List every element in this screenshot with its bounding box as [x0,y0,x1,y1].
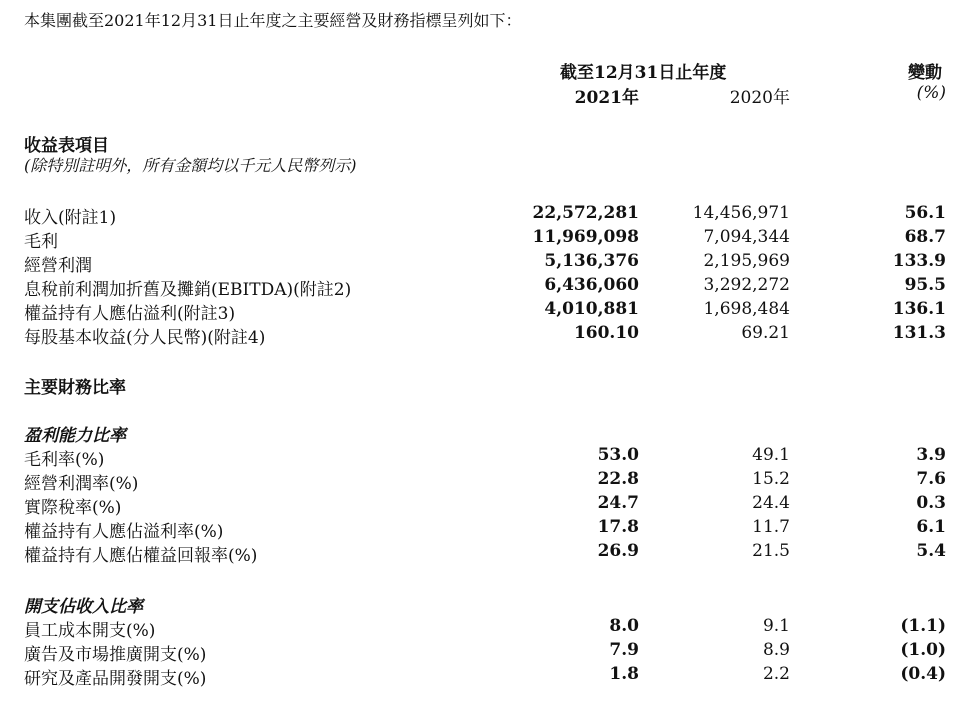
row-label: 實際稅率(%) [24,498,122,518]
table-row [0,251,974,275]
table-row [0,445,974,469]
section-profitability-title: 盈利能力比率 [24,426,126,446]
header-change: 變動 [908,63,942,83]
value-2021: 24.7 [597,493,639,513]
value-change: (0.4) [900,664,946,684]
value-2020: 15.2 [752,469,790,489]
header-year-2021: 2021年 [574,88,639,108]
table-row [0,227,974,251]
value-2021: 4,010,881 [544,299,639,319]
table-row [0,299,974,323]
value-change: 5.4 [916,541,946,561]
value-2021: 11,969,098 [532,227,639,247]
value-2020: 2,195,969 [703,251,790,271]
value-2021: 17.8 [597,517,639,537]
section-ratios-title: 主要財務比率 [24,378,126,398]
row-label: 員工成本開支(%) [24,621,156,641]
value-2021: 22,572,281 [532,203,639,223]
value-2020: 21.5 [752,541,790,561]
value-change: 3.9 [916,445,946,465]
value-2020: 1,698,484 [703,299,790,319]
value-2020: 11.7 [752,517,790,537]
row-label: 毛利 [24,232,58,252]
value-change: 6.1 [916,517,946,537]
row-label: 經營利潤率(%) [24,474,139,494]
value-change: (1.1) [900,616,946,636]
table-row [0,203,974,227]
table-row [0,616,974,640]
value-2021: 5,136,376 [544,251,639,271]
value-change: 131.3 [892,323,946,343]
value-2021: 26.9 [597,541,639,561]
table-row [0,275,974,299]
row-label: 研究及產品開發開支(%) [24,669,207,689]
section-expense-title: 開支佔收入比率 [24,597,143,617]
value-2020: 3,292,272 [703,275,790,295]
row-label: 權益持有人應佔溢利率(%) [24,522,224,542]
value-2021: 22.8 [597,469,639,489]
value-change: (1.0) [900,640,946,660]
row-label: 權益持有人應佔溢利(附註3) [24,304,236,324]
table-row [0,541,974,565]
value-2020: 8.9 [762,640,790,660]
row-label: 每股基本收益(分人民幣)(附註4) [24,328,266,348]
value-2021: 1.8 [609,664,639,684]
value-2020: 49.1 [752,445,790,465]
table-row [0,323,974,347]
value-2020: 9.1 [762,616,790,636]
header-year-2020: 2020年 [729,88,790,108]
value-change: 56.1 [904,203,946,223]
row-label: 毛利率(%) [24,450,105,470]
value-2021: 53.0 [597,445,639,465]
value-change: 133.9 [892,251,946,271]
table-row [0,517,974,541]
section-income-title: 收益表項目 [24,136,109,156]
value-2020: 7,094,344 [703,227,790,247]
header-percent: (%) [916,83,946,103]
value-change: 7.6 [916,469,946,489]
row-label: 經營利潤 [24,256,92,276]
value-2021: 160.10 [573,323,639,343]
table-row [0,493,974,517]
table-row [0,469,974,493]
table-row [0,640,974,664]
value-2021: 8.0 [609,616,639,636]
value-2020: 14,456,971 [692,203,790,223]
row-label: 收入(附註1) [24,208,117,228]
value-change: 95.5 [904,275,946,295]
intro-text: 本集團截至2021年12月31日止年度之主要經營及財務指標呈列如下： [24,11,522,30]
header-period: 截至12月31日止年度 [560,63,727,83]
row-label: 廣告及市場推廣開支(%) [24,645,207,665]
value-change: 68.7 [904,227,946,247]
value-change: 0.3 [916,493,946,513]
value-2021: 6,436,060 [544,275,639,295]
table-row [0,664,974,688]
value-change: 136.1 [892,299,946,319]
value-2020: 24.4 [752,493,790,513]
row-label: 權益持有人應佔權益回報率(%) [24,546,258,566]
income-note: (除特別註明外，所有金額均以千元人民幣列示) [24,156,357,175]
value-2020: 69.21 [741,323,790,343]
value-2020: 2.2 [762,664,790,684]
value-2021: 7.9 [609,640,639,660]
row-label: 息稅前利潤加折舊及攤銷(EBITDA)(附註2) [24,280,352,300]
